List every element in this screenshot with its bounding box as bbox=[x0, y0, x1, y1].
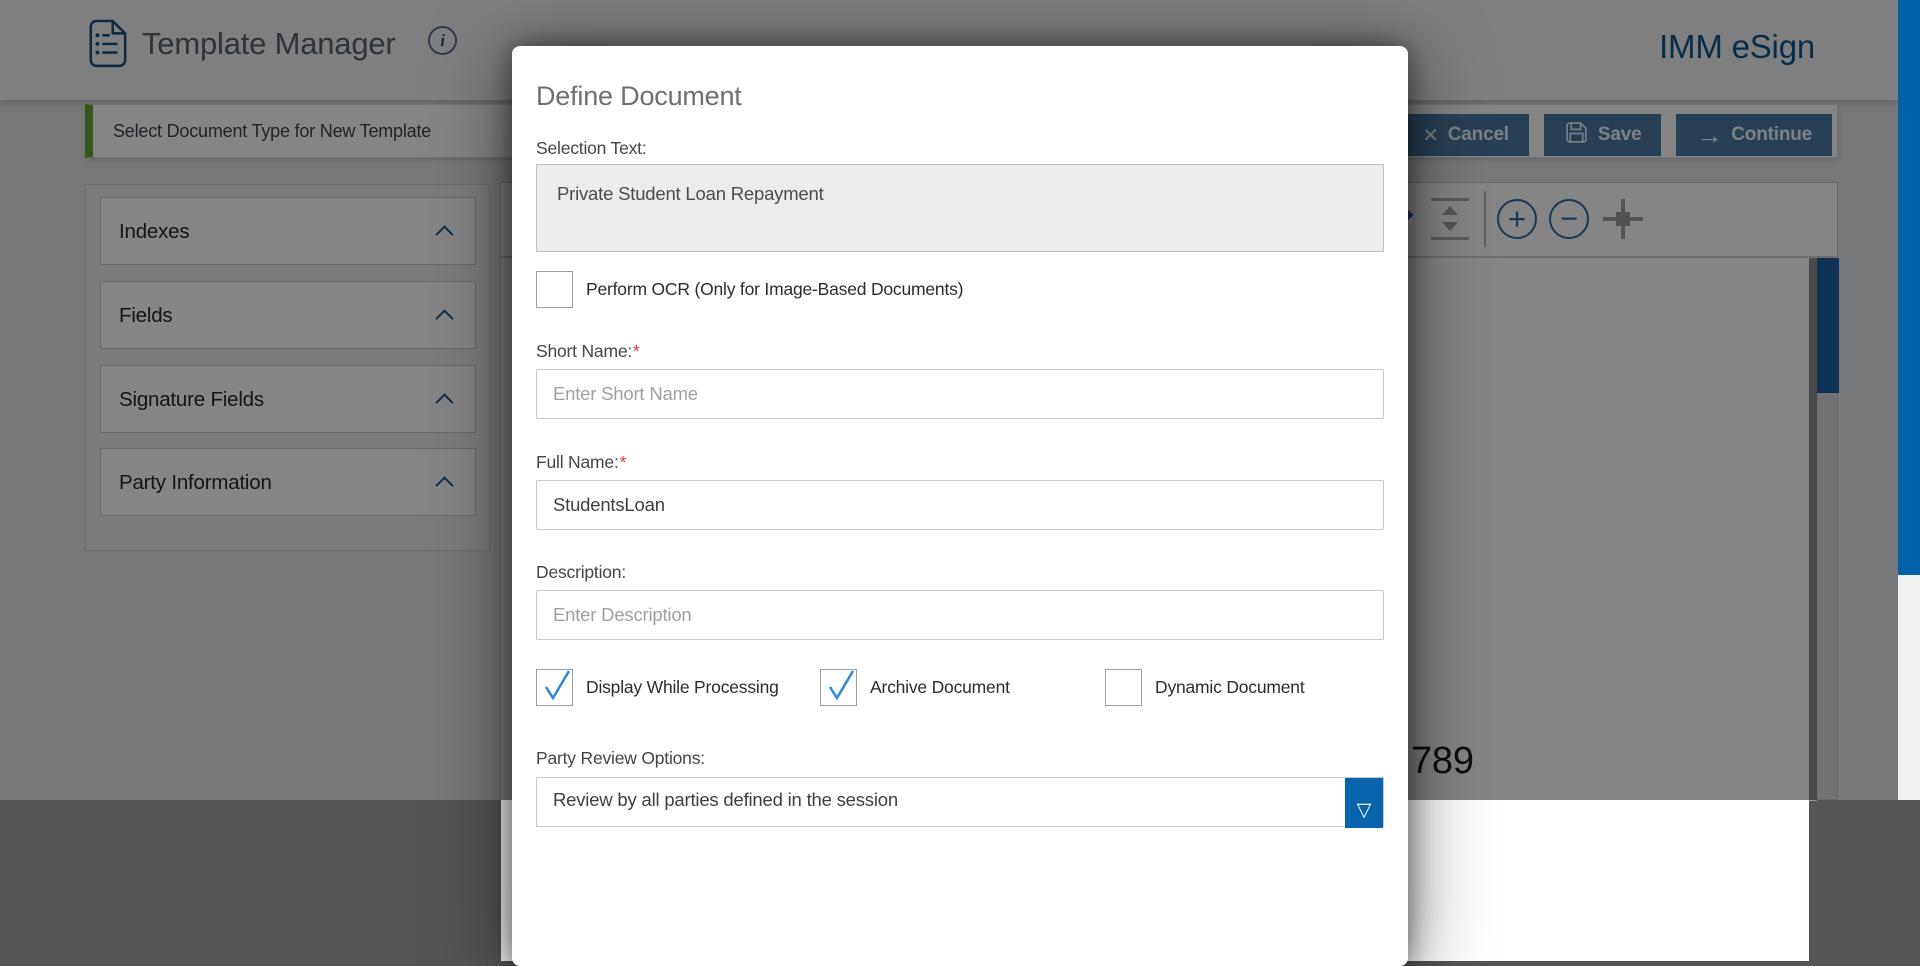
selection-text-box: Private Student Loan Repayment bbox=[536, 164, 1384, 252]
display-while-processing-checkbox[interactable] bbox=[536, 669, 573, 706]
dynamic-document-checkbox[interactable] bbox=[1105, 669, 1142, 706]
define-document-dialog bbox=[512, 46, 1408, 966]
party-review-value: Review by all parties defined in the session bbox=[553, 789, 898, 810]
action-bar-title: Select Document Type for New Template bbox=[113, 121, 432, 141]
ocr-checkbox[interactable] bbox=[536, 271, 573, 308]
zoom-in-icon[interactable]: + bbox=[1497, 199, 1537, 239]
dynamic-document-option: Dynamic Document bbox=[1105, 668, 1305, 706]
document-page-text: 789 bbox=[1411, 740, 1474, 782]
continue-button[interactable]: → Continue bbox=[1676, 114, 1832, 156]
browser-scrollbar-thumb[interactable] bbox=[1898, 0, 1920, 575]
dialog-title: Define Document bbox=[536, 81, 742, 111]
party-review-select[interactable] bbox=[536, 777, 1384, 827]
chevron-down-icon: ▽ bbox=[1356, 800, 1372, 821]
sidebar-item-party-information[interactable]: Party Information bbox=[100, 448, 476, 516]
description-label: Description: bbox=[536, 562, 626, 582]
party-review-label: Party Review Options: bbox=[536, 748, 705, 768]
document-options bbox=[536, 668, 1384, 706]
arrow-right-icon: → bbox=[1696, 120, 1723, 150]
required-asterisk: * bbox=[633, 341, 640, 361]
page-title: Template Manager bbox=[142, 26, 396, 61]
sidebar-item-signature-fields[interactable]: Signature Fields bbox=[100, 365, 476, 433]
ocr-label: Perform OCR (Only for Image-Based Documents) bbox=[586, 278, 964, 299]
display-while-processing-option: Display While Processing bbox=[536, 668, 820, 706]
info-icon[interactable]: i bbox=[428, 26, 457, 55]
selection-text-label: Selection Text: bbox=[536, 138, 647, 158]
full-name-label: Full Name:* bbox=[536, 452, 627, 472]
archive-document-checkbox[interactable] bbox=[820, 669, 857, 706]
x-icon: ✕ bbox=[1422, 124, 1439, 147]
sidebar-item-fields[interactable]: Fields bbox=[100, 281, 476, 349]
description-input[interactable] bbox=[536, 590, 1384, 640]
short-name-label: Short Name:* bbox=[536, 341, 640, 361]
brand-logo: IMM eSign bbox=[1659, 28, 1815, 65]
browser-scrollbar-track[interactable] bbox=[1898, 0, 1920, 800]
dropdown-button[interactable] bbox=[1345, 778, 1383, 828]
save-button[interactable]: Save bbox=[1544, 114, 1662, 156]
cancel-button[interactable]: ✕ Cancel bbox=[1402, 114, 1529, 156]
archive-document-option: Archive Document bbox=[820, 668, 1105, 706]
short-name-input[interactable] bbox=[536, 369, 1384, 419]
zoom-out-icon[interactable]: − bbox=[1549, 199, 1589, 239]
sidebar-item-indexes[interactable]: Indexes bbox=[100, 197, 476, 265]
full-name-input[interactable] bbox=[536, 480, 1384, 530]
required-asterisk: * bbox=[619, 452, 627, 472]
ocr-option bbox=[536, 270, 1384, 308]
